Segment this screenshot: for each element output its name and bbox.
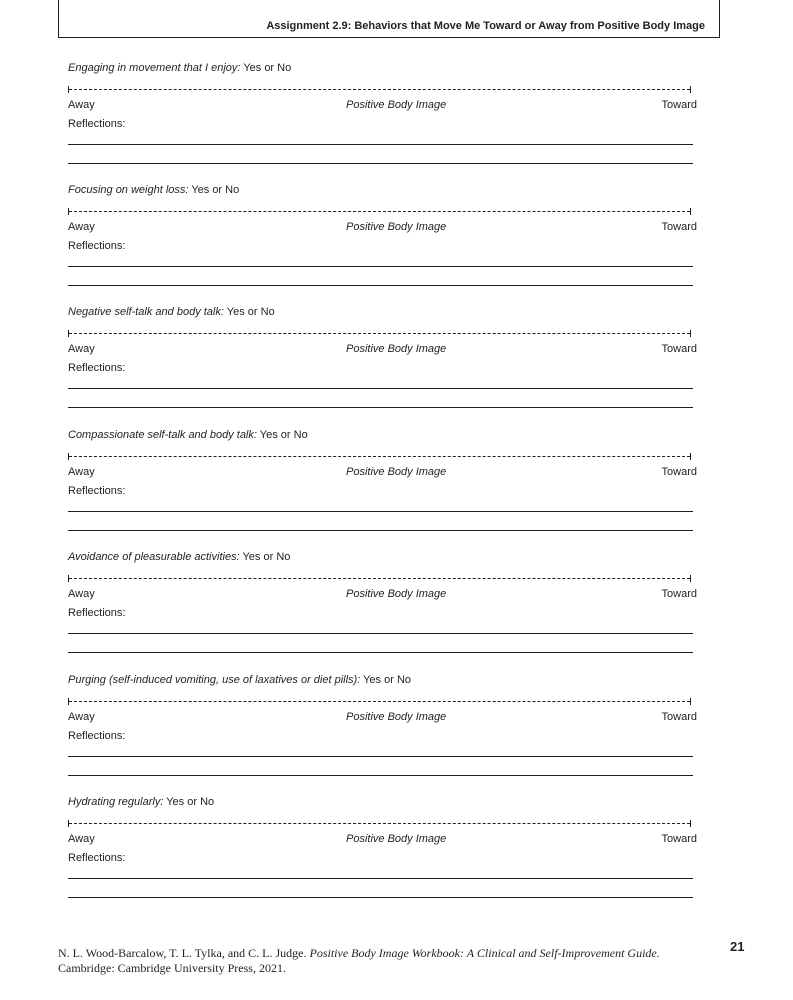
reflection-writing-line[interactable] [68, 266, 693, 267]
citation-publisher: Cambridge: Cambridge University Press, 2021. [58, 961, 286, 975]
toward-label: Toward [661, 588, 697, 600]
reflection-writing-line[interactable] [68, 144, 693, 145]
reflection-writing-line[interactable] [68, 652, 693, 653]
behavior-question [68, 674, 411, 686]
behavior-question [68, 184, 239, 196]
positive-body-image-label: Positive Body Image [346, 343, 447, 355]
positive-body-image-label: Positive Body Image [346, 99, 447, 111]
behavior-question [68, 429, 308, 441]
away-label: Away [68, 588, 95, 600]
behavior-question [68, 306, 275, 318]
rating-scale-line [68, 208, 691, 215]
behavior-item [68, 796, 697, 918]
citation-authors: N. L. Wood-Barcalow, T. L. Tylka, and C. L. Judge. [58, 946, 307, 960]
page-title: Assignment 2.9: Behaviors that Move Me Toward or Away from Positive Body Image [266, 20, 705, 32]
rating-scale-line [68, 698, 691, 705]
scale-right-tick [690, 453, 691, 460]
rating-scale-line [68, 820, 691, 827]
rating-scale-line [68, 575, 691, 582]
scale-dashed-line [69, 211, 690, 212]
yes-no-answer: Yes or No [226, 306, 275, 318]
reflection-writing-line[interactable] [68, 878, 693, 879]
reflection-writing-line[interactable] [68, 285, 693, 286]
reflections-label: Reflections: [68, 852, 126, 864]
reflection-writing-line[interactable] [68, 897, 693, 898]
scale-dashed-line [69, 89, 690, 90]
scale-right-tick [690, 86, 691, 93]
citation-book-title: Positive Body Image Workbook: A Clinical and Self-Improvement Guide. [309, 946, 660, 960]
reflections-label: Reflections: [68, 118, 126, 130]
behavior-text: Avoidance of pleasurable activities: [68, 551, 240, 563]
behavior-question [68, 62, 291, 74]
scale-right-tick [690, 820, 691, 827]
behavior-text: Negative self-talk and body talk: [68, 306, 224, 318]
away-label: Away [68, 833, 95, 845]
behavior-text: Hydrating regularly: [68, 796, 164, 808]
reflections-label: Reflections: [68, 362, 126, 374]
behavior-text: Engaging in movement that I enjoy: [68, 62, 241, 74]
reflection-writing-line[interactable] [68, 163, 693, 164]
toward-label: Toward [661, 466, 697, 478]
behavior-item [68, 674, 697, 796]
scale-dashed-line [69, 823, 690, 824]
away-label: Away [68, 221, 95, 233]
behavior-text: Compassionate self-talk and body talk: [68, 429, 257, 441]
page-number: 21 [730, 939, 745, 954]
yes-no-answer: Yes or No [166, 796, 215, 808]
toward-label: Toward [661, 711, 697, 723]
behavior-item [68, 62, 697, 184]
scale-dashed-line [69, 333, 690, 334]
rating-scale-line [68, 86, 691, 93]
rating-scale-line [68, 453, 691, 460]
scale-right-tick [690, 208, 691, 215]
scale-right-tick [690, 575, 691, 582]
header-frame [58, 0, 720, 38]
reflection-writing-line[interactable] [68, 511, 693, 512]
away-label: Away [68, 711, 95, 723]
reflections-label: Reflections: [68, 607, 126, 619]
behavior-item [68, 429, 697, 551]
toward-label: Toward [661, 833, 697, 845]
yes-no-answer: Yes or No [191, 184, 240, 196]
reflection-writing-line[interactable] [68, 633, 693, 634]
yes-no-answer: Yes or No [363, 674, 412, 686]
positive-body-image-label: Positive Body Image [346, 833, 447, 845]
behavior-item [68, 306, 697, 428]
positive-body-image-label: Positive Body Image [346, 711, 447, 723]
positive-body-image-label: Positive Body Image [346, 588, 447, 600]
away-label: Away [68, 466, 95, 478]
reflection-writing-line[interactable] [68, 530, 693, 531]
rating-scale-line [68, 330, 691, 337]
scale-dashed-line [69, 578, 690, 579]
positive-body-image-label: Positive Body Image [346, 221, 447, 233]
reflection-writing-line[interactable] [68, 388, 693, 389]
behavior-question [68, 551, 290, 563]
scale-dashed-line [69, 701, 690, 702]
scale-right-tick [690, 330, 691, 337]
reflection-writing-line[interactable] [68, 407, 693, 408]
away-label: Away [68, 99, 95, 111]
toward-label: Toward [661, 99, 697, 111]
behavior-question [68, 796, 214, 808]
behavior-item [68, 184, 697, 306]
yes-no-answer: Yes or No [242, 551, 291, 563]
scale-right-tick [690, 698, 691, 705]
behavior-text: Focusing on weight loss: [68, 184, 189, 196]
away-label: Away [68, 343, 95, 355]
yes-no-answer: Yes or No [243, 62, 292, 74]
reflection-writing-line[interactable] [68, 775, 693, 776]
reflections-label: Reflections: [68, 485, 126, 497]
citation-footer [58, 946, 728, 976]
reflections-label: Reflections: [68, 240, 126, 252]
yes-no-answer: Yes or No [259, 429, 308, 441]
positive-body-image-label: Positive Body Image [346, 466, 447, 478]
reflection-writing-line[interactable] [68, 756, 693, 757]
toward-label: Toward [661, 343, 697, 355]
behavior-text: Purging (self-induced vomiting, use of laxatives or diet pills): [68, 674, 361, 686]
scale-dashed-line [69, 456, 690, 457]
behavior-item [68, 551, 697, 673]
toward-label: Toward [661, 221, 697, 233]
reflections-label: Reflections: [68, 730, 126, 742]
